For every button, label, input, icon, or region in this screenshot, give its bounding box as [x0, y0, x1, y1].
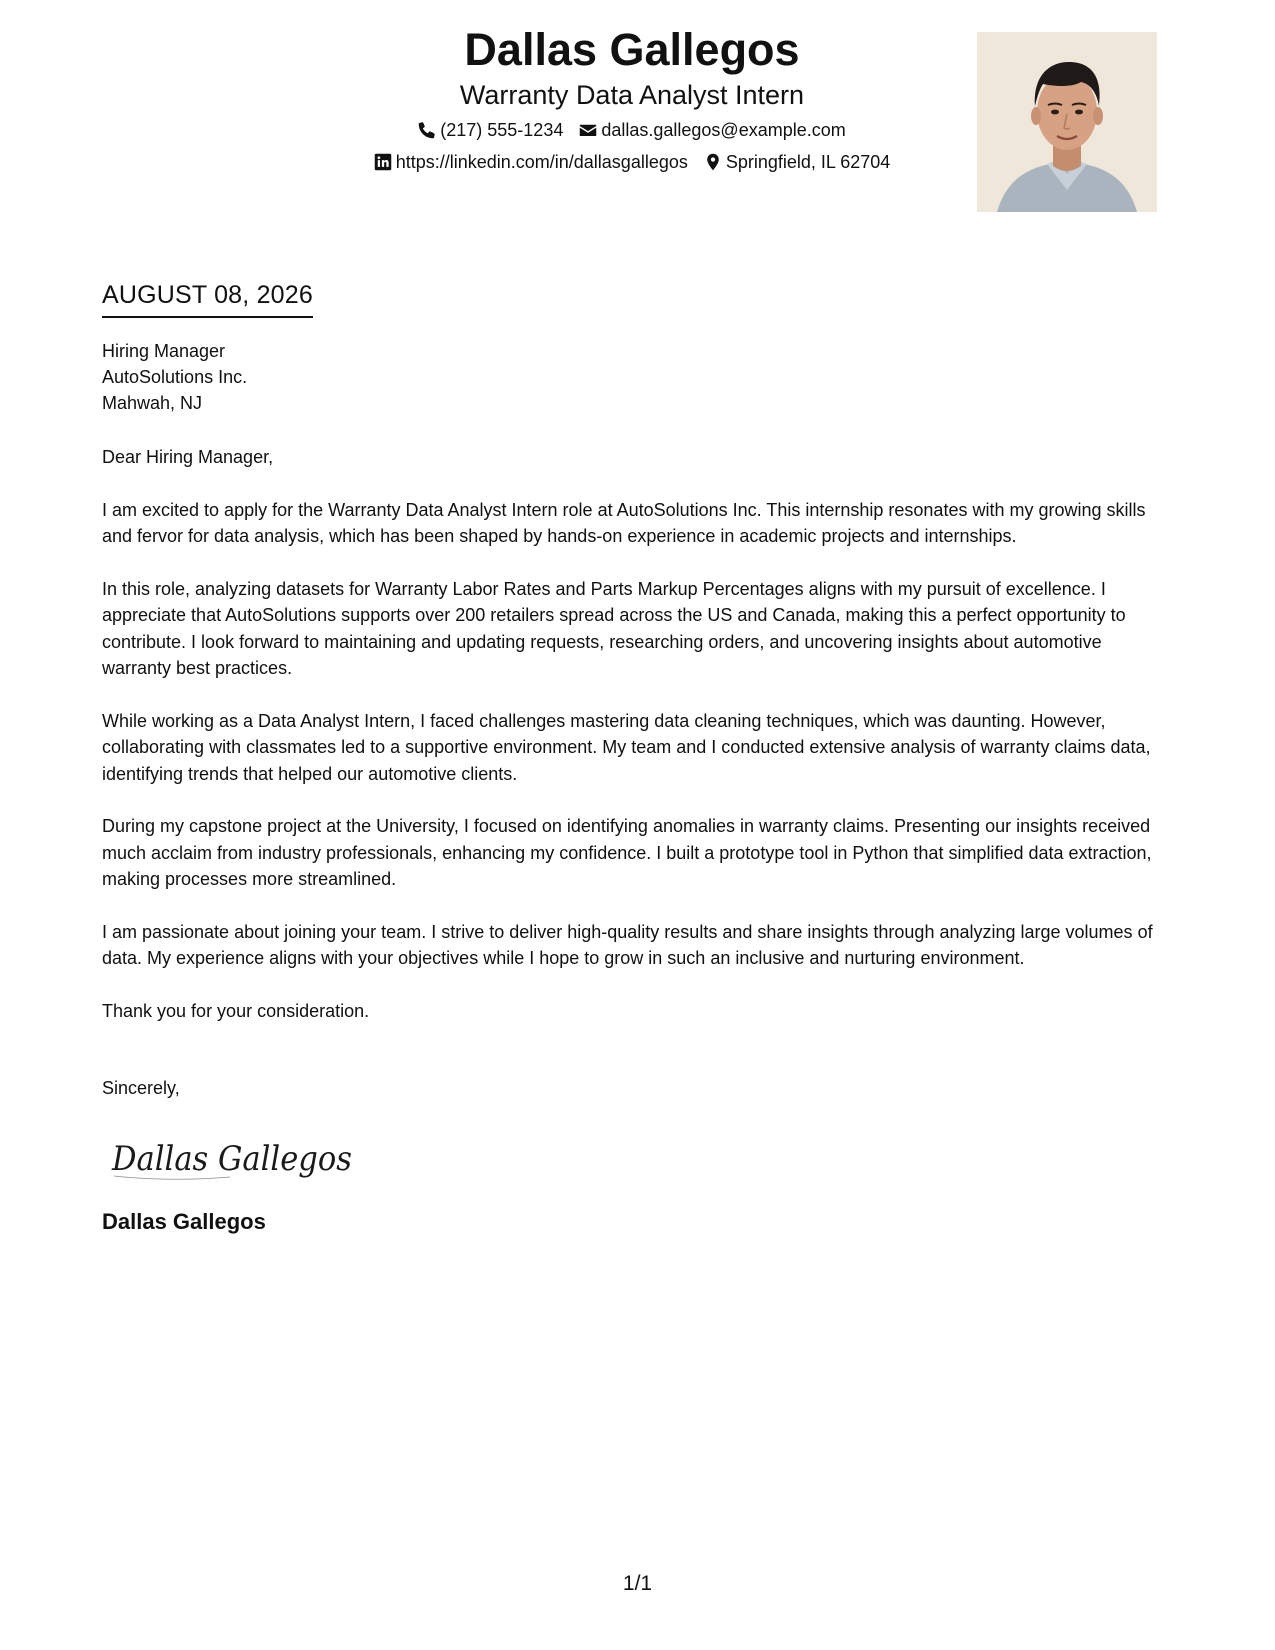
body-paragraph: In this role, analyzing datasets for Warranty Labor Rates and Parts Markup Percentages aligns with my pursuit of excellence. I appreciate that AutoSolutions supports over 200 retailers spread across the US and Canada, making this a perfect opportunity to contribute. I look forward to maintaining and updating requests, researching orders, and uncovering insights about automotive warranty best practices.: [102, 578, 1126, 678]
closing-thanks: Thank you for your consideration.: [102, 1000, 370, 1021]
recipient-line: Hiring Manager: [102, 341, 226, 361]
recipient-line: Mahwah, NJ: [102, 393, 203, 413]
header-identity: [182, 22, 1082, 174]
phone-number: (217) 555-1234: [440, 120, 564, 140]
email-address[interactable]: dallas.gallegos@example.com: [601, 120, 846, 140]
letter-header: [102, 22, 1157, 222]
signature-script: Dallas Gallegos: [111, 1138, 353, 1179]
signer-name: Dallas Gallegos: [102, 1208, 266, 1234]
page-number: 1/1: [622, 1572, 653, 1595]
letter-date: AUGUST 08, 2026: [102, 278, 313, 318]
handwritten-signature: [110, 1130, 370, 1186]
envelope-icon: [579, 121, 597, 139]
profile-photo: [977, 32, 1157, 212]
closing: Sincerely,: [102, 1078, 180, 1098]
phone-contact: [418, 118, 563, 142]
map-pin-icon: [704, 153, 722, 171]
recipient-line: AutoSolutions Inc.: [102, 367, 248, 387]
location-contact: [704, 150, 890, 174]
linkedin-contact[interactable]: [374, 150, 688, 174]
body-paragraph: While working as a Data Analyst Intern, I faced challenges mastering data cleaning techniques, which was daunting. However, collaborating with classmates led to a supportive environment. My team and I conducted extensive analysis of warranty claims data, identifying trends that helped our automotive clients.: [102, 710, 1151, 784]
recipient-block: [102, 338, 1168, 416]
applicant-name: Dallas Gallegos: [464, 24, 800, 75]
letter-body: [102, 278, 1168, 1236]
body-paragraph: I am passionate about joining your team. I strive to deliver high-quality results and share insights through analyzing large volumes of data. My experience aligns with your objectives while I hope to grow in such an inclusive and nurturing environment.: [102, 921, 1153, 968]
linkedin-icon: [374, 153, 392, 171]
body-paragraph: I am excited to apply for the Warranty Data Analyst Intern role at AutoSolutions Inc. This internship resonates with my growing skills and fervor for data analysis, which has been shaped by hands-on experience in academic projects and internships.: [102, 499, 1146, 546]
linkedin-url[interactable]: https://linkedin.com/in/dallasgallegos: [395, 152, 688, 172]
phone-icon: [418, 121, 436, 139]
location-text: Springfield, IL 62704: [725, 152, 891, 172]
job-title: Warranty Data Analyst Intern: [459, 80, 805, 110]
body-paragraph: During my capstone project at the University, I focused on identifying anomalies in warranty claims. Presenting our insights received much acclaim from industry professionals, enhancing my confidence. I built a prototype tool in Python that simplified data extraction, making processes more streamlined.: [102, 816, 1152, 889]
email-contact[interactable]: [579, 118, 845, 142]
contact-row-1: [182, 118, 1082, 142]
contact-row-2: [182, 150, 1082, 174]
salutation: Dear Hiring Manager,: [102, 447, 274, 467]
